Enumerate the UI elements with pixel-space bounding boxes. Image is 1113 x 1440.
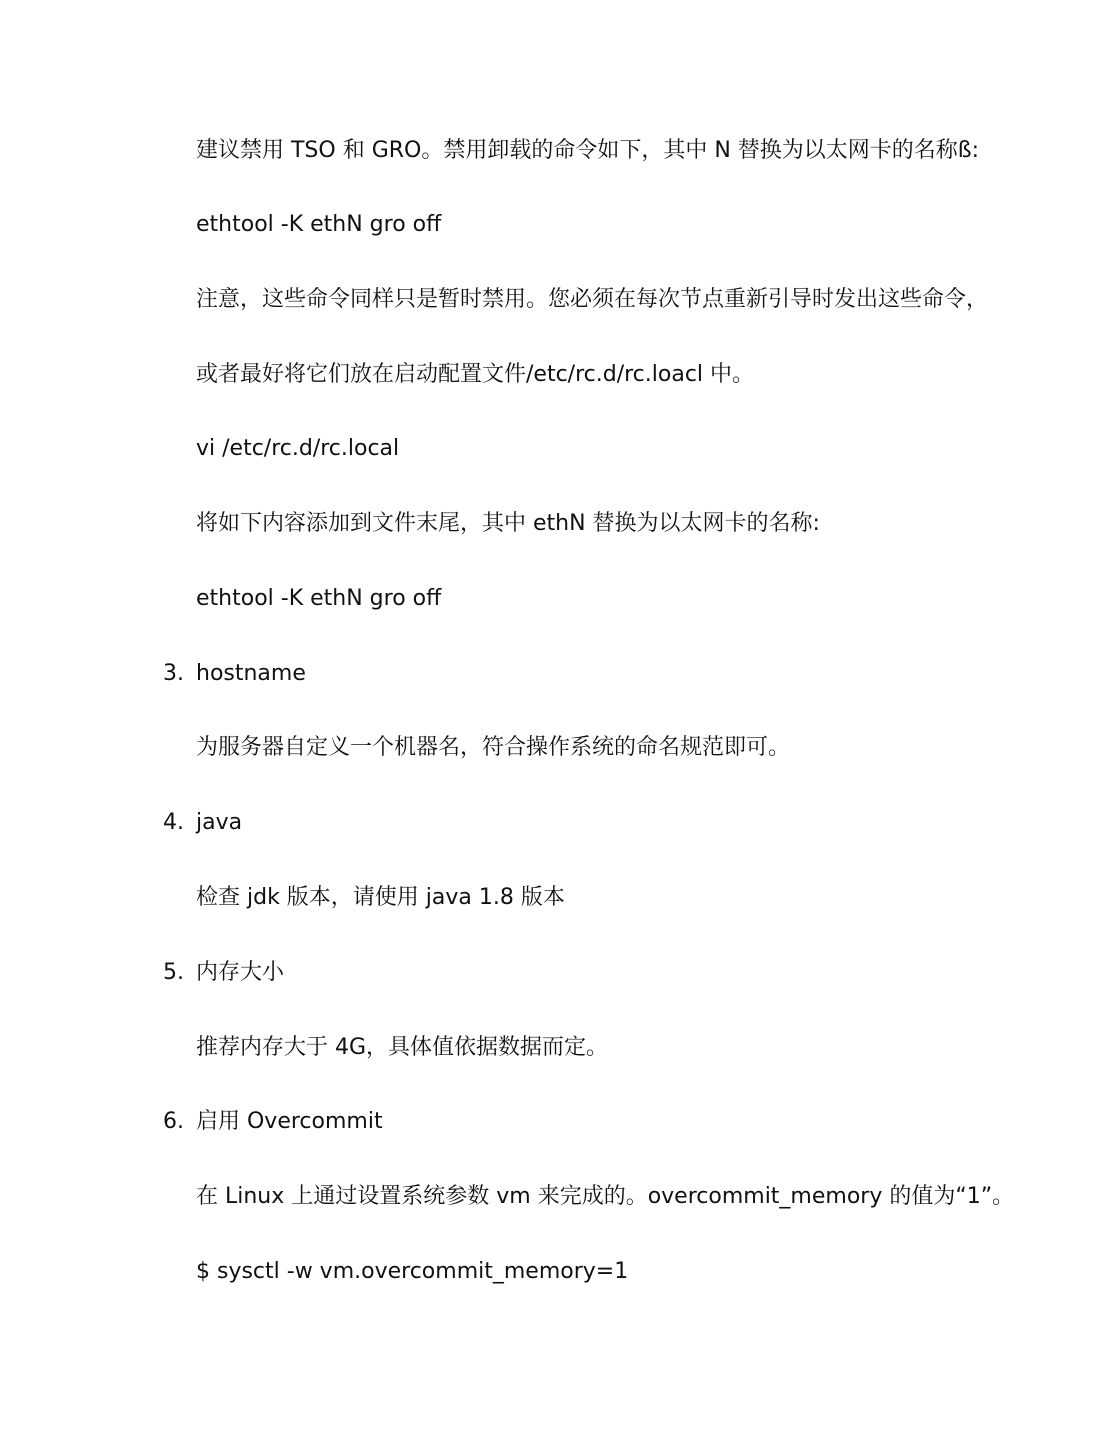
section-number-4: 4. (163, 810, 184, 835)
command-vi: vi /etc/rc.d/rc.local (196, 436, 400, 461)
section-number-5: 5. (163, 960, 184, 985)
section-body-java: 检查 jdk 版本，请使用 java 1.8 版本 (196, 885, 565, 910)
section-heading-overcommit: 启用 Overcommit (196, 1109, 383, 1134)
section-body-overcommit: 在 Linux 上通过设置系统参数 vm 来完成的。overcommit_memory 的值为“1”。 (196, 1184, 1015, 1209)
section-number-6: 6. (163, 1109, 184, 1134)
command-ethtool: ethtool -K ethN gro off (196, 212, 442, 237)
section-number-3: 3. (163, 661, 184, 686)
command-sysctl: $ sysctl -w vm.overcommit_memory=1 (196, 1259, 629, 1284)
section-body-memory: 推荐内存大于 4G，具体值依据数据而定。 (196, 1035, 609, 1060)
section-heading-hostname: hostname (196, 661, 306, 686)
paragraph-rc-local: 或者最好将它们放在启动配置文件/etc/rc.d/rc.loacl 中。 (196, 362, 755, 387)
section-heading-memory: 内存大小 (196, 960, 285, 985)
section-body-hostname: 为服务器自定义一个机器名，符合操作系统的命名规范即可。 (196, 735, 791, 760)
paragraph-append: 将如下内容添加到文件末尾，其中 ethN 替换为以太网卡的名称: (196, 511, 820, 536)
command-ethtool-2: ethtool -K ethN gro off (196, 586, 442, 611)
section-heading-java: java (196, 810, 243, 835)
paragraph-tso-gro: 建议禁用 TSO 和 GRO。禁用卸载的命令如下，其中 N 替换为以太网卡的名称ß: (196, 138, 980, 163)
paragraph-note: 注意，这些命令同样只是暂时禁用。您必须在每次节点重新引导时发出这些命令， (196, 287, 989, 312)
